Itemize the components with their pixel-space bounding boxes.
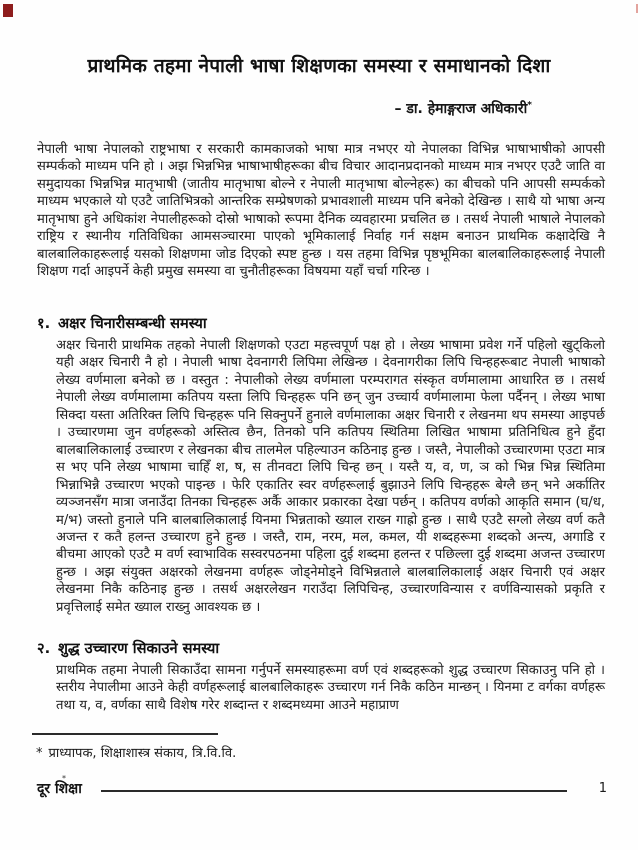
section-heading [37, 638, 605, 658]
red-corner-mark [3, 4, 13, 17]
section-heading-text: शुद्ध उच्चारण सिकाउने समस्या [58, 640, 220, 657]
author-footnote-marker: * [527, 100, 532, 111]
author-name: – डा. हेमाङ्गराज अधिकारी [394, 101, 528, 117]
intro-paragraph: नेपाली भाषा नेपालको राष्ट्रभाषा र सरकारी कामकाजको भाषा मात्र नभएर यो नेपालका विभिन्न भाषाभाषीको आपसी सम्पर्कको माध्यम पनि हो । अझ भिन्नभिन्न भाषाभाषीहरूका बीच विचार आदानप्रदानको माध्यम मात्र नभएर एउटै जाति वा समुदायका भिन्नभिन्न मातृभाषी (जातीय मातृभाषा बोल्ने र नेपाली मातृभाषा बोल्नेहरू) का बीचको पनि आपसी सम्पर्कको माध्यम भएकाले यो एउटै जातिभित्रको आन्तरिक सम्प्रेषणको प्रभावशाली माध्यम पनि बनेको देखिन्छ । साथै यो भाषा अन्य मातृभाषा हुने अधिकांश नेपालीहरूको दोस्रो भाषाको रूपमा दैनिक व्यवहारमा प्रचलित छ । तसर्थ नेपाली भाषाले नेपालको राष्ट्रिय र स्थानीय गतिविधिका आमसञ्चारमा पाएको भूमिकालाई निर्वाह गर्न सक्षम बनाउन प्राथमिक कक्षादेखि नै बालबालिकाहरूलाई यसको शिक्षणमा जोड दिएको स्पष्ट हुन्छ । यस तहमा विभिन्न पृष्ठभूमिका बालबालिकाहरूलाई नेपाली शिक्षण गर्दा आइपर्ने केही प्रमुख समस्या वा चुनौतीहरूका विषयमा यहाँ चर्चा गरिन्छ । [37, 142, 605, 280]
page-title: प्राथमिक तहमा नेपाली भाषा शिक्षणका समस्या र समाधानको दिशा [87, 55, 551, 77]
section-letter-recognition [37, 313, 605, 616]
section-heading-text: अक्षर चिनारीसम्बन्धी समस्या [58, 315, 207, 332]
section-body: प्राथमिक तहमा नेपाली सिकाउँदा सामना गर्नुपर्ने समस्याहरूमा वर्ण एवं शब्दहरूको शुद्ध उच्चारण सिकाउनु पनि हो । स्तरीय नेपालीमा आउने केही वर्णहरूलाई बालबालिकाहरू उच्चारण गर्न निकै कठिन मान्छन् । यिनमा ट वर्गका वर्णहरू तथा य, व, वर्णका साथै विशेष गरेर शब्दान्त र शब्दमध्यमा आउने महाप्राण [56, 663, 605, 713]
footnote [36, 743, 236, 761]
section-number: १. [37, 315, 51, 332]
author-line [395, 99, 532, 118]
footnote-text: प्राध्यापक, शिक्षाशास्त्र संकाय, त्रि.वि.वि. [48, 746, 237, 761]
footer-rule [101, 790, 567, 792]
footer-accent-mark: * [62, 774, 66, 783]
footer-page-number: 1 [598, 781, 607, 796]
section-heading [37, 313, 605, 333]
section-number: २. [37, 640, 51, 657]
section-pronunciation [37, 638, 605, 714]
footer-journal-title: दूर शिक्षा [37, 781, 82, 797]
footnote-marker: * [36, 746, 43, 761]
section-body: अक्षर चिनारी प्राथमिक तहको नेपाली शिक्षणको एउटा महत्त्वपूर्ण पक्ष हो । लेख्य भाषामा प्रवेश गर्ने पहिलो खुट्किलो यही अक्षर चिनारी नै हो । नेपाली भाषा देवनागरी लिपिमा लेखिन्छ । देवनागरीका लिपि चिन्हहरूबाट नेपाली भाषाको लेख्य वर्णमाला बनेको छ । वस्तुत : नेपालीको लेख्य वर्णमाला परम्परागत संस्कृत वर्णमालामा आधारित छ । तसर्थ नेपाली लेख्य वर्णमालामा कतिपय यस्ता लिपि चिन्हहरू पनि छन् जुन उच्चार्य वर्णमालामा फेला पर्दैनन् । लेख्य भाषा सिक्दा यस्ता अतिरिक्त लिपि चिन्हहरू पनि सिक्नुपर्ने हुनाले वर्णमालाका अक्षर चिनारी र लेखनमा थप समस्या आइपर्छ । उच्चारणमा जुन वर्णहरूको अस्तित्व छैन, तिनको पनि कतिपय स्थितिमा लिखित भाषामा प्रतिनिधित्व हुने हुँदा बालबालिकालाई उच्चारण र लेखनका बीच तालमेल पहिल्याउन कठिनाइ हुन्छ । जस्तै, नेपालीको उच्चारणमा एउटा मात्र स भए पनि लेख्य भाषामा चाहिँ श, ष, स तीनवटा लिपि चिन्ह छन् । यस्तै य, व, ण, ञ को भिन्न भिन्न स्थितिमा भिन्नाभिन्नै उच्चारण भएको पाइन्छ । फेरि एकातिर स्वर वर्णहरूलाई बुझाउने लिपि चिन्हहरू बेग्लै छन् भने अर्कातिर व्यञ्जनसँग मात्रा जनाउँदा तिनका चिन्हहरू अर्कै आकार प्रकारका देखा पर्छन् । कतिपय वर्णको आकृति समान (घ/ध, म/भ) जस्तो हुनाले पनि बालबालिकालाई यिनमा भिन्नताको ख्याल राख्न गाह्रो हुन्छ । साथै एउटै सग्लो लेख्य वर्ण कतै अजन्त र कतै हलन्त उच्चारण हुने हुन्छ । जस्तै, राम, नरम, मल, कमल, यी शब्दहरूमा शब्दको अन्त्य, अगाडि र बीचमा आएको एउटै म वर्ण स्वाभाविक सस्वरपठनमा पहिला दुई शब्दमा हलन्त र पछिल्ला दुई शब्दमा अजन्त उच्चारण हुन्छ । अझ संयुक्त अक्षरको लेखनमा वर्णहरू जोड्नेमोड्ने विभिन्नताले बालबालिकालाई अक्षर चिनारी एवं अक्षर लेखनमा निकै कठिनाइ हुन्छ । तसर्थ अक्षरलेखन गराउँदा लिपिचिन्ह, उच्चारणविन्यास र वर्णविन्यासको प्रकृति र प्रवृत्तिलाई समेत ख्याल राख्नु आवश्यक छ । [56, 338, 605, 615]
footnote-divider [32, 733, 218, 735]
